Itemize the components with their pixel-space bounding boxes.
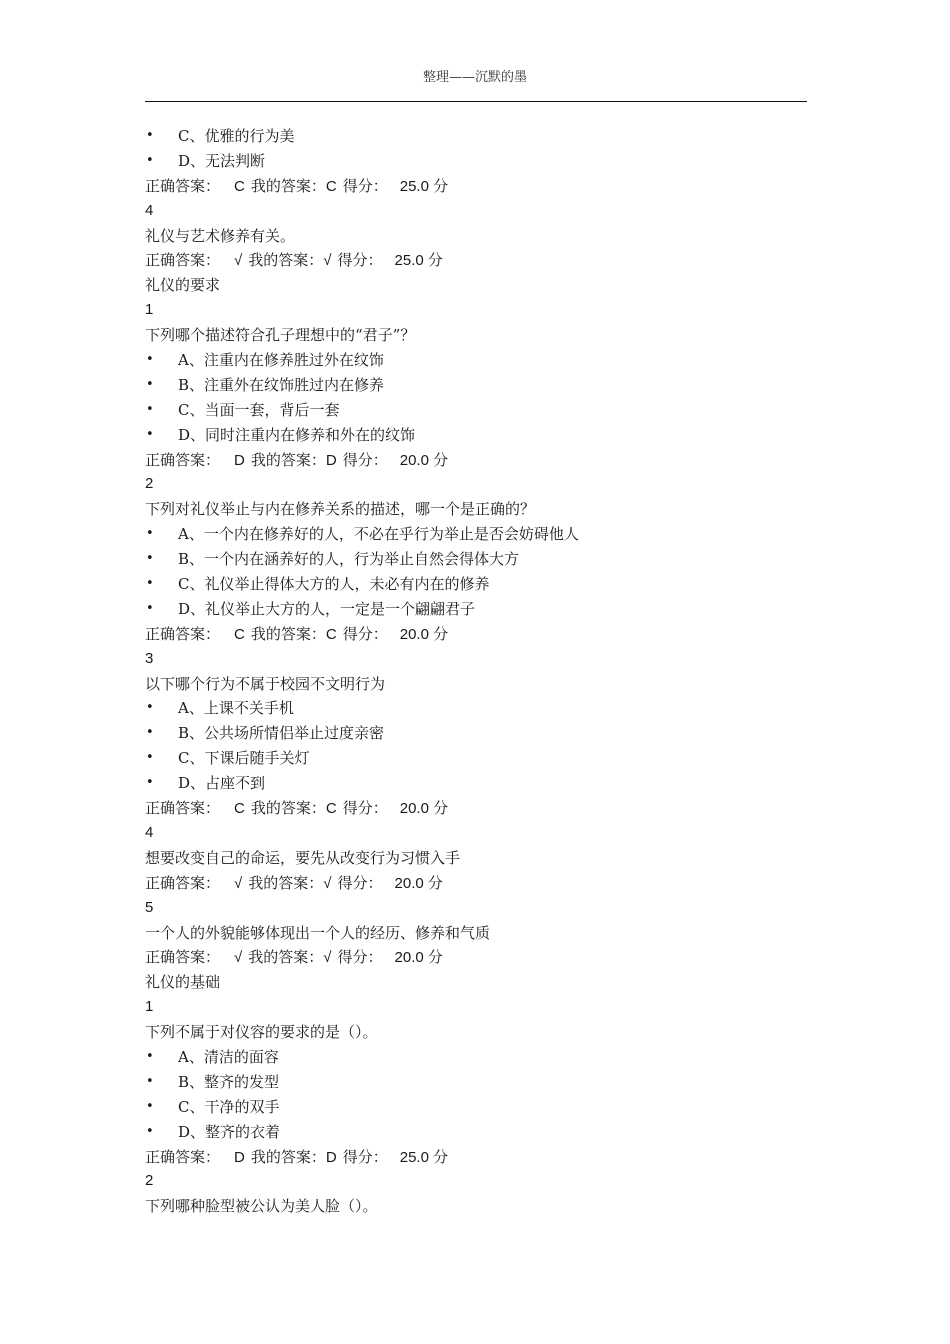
bullet-icon: • — [146, 576, 154, 592]
correct-label: 正确答案： — [145, 873, 221, 892]
score-label: 得分： — [342, 624, 388, 643]
answer-option — [145, 373, 807, 398]
correct-label: 正确答案： — [145, 1147, 221, 1166]
answer-line — [145, 1145, 807, 1170]
bullet-icon: • — [146, 1048, 154, 1064]
question-text: 想要改变自己的命运，要先从改变行为习惯入手 — [145, 848, 461, 867]
score-value: 20.0 分 — [399, 800, 449, 818]
option-text: D、同时注重内在修养和外在的纹饰 — [178, 425, 416, 444]
answer-option — [145, 547, 807, 572]
my-answer-label: 我的答案： — [250, 624, 326, 643]
answer-line — [145, 945, 807, 970]
answer-option — [145, 398, 807, 423]
section-title: 礼仪的要求 — [145, 276, 221, 295]
score-label: 得分： — [337, 251, 383, 270]
option-text: B、注重外在纹饰胜过内在修养 — [178, 375, 385, 394]
option-text: D、无法判断 — [178, 151, 266, 170]
answer-line — [145, 248, 807, 273]
question-text: 下列不属于对仪容的要求的是（）。 — [145, 1023, 378, 1042]
question-text: 下列对礼仪举止与内在修养关系的描述，哪一个是正确的？ — [145, 500, 536, 519]
correct-label: 正确答案： — [145, 450, 221, 469]
my-answer-label: 我的答案： — [248, 948, 324, 967]
bullet-icon: • — [146, 128, 154, 143]
answer-option — [145, 696, 807, 721]
correct-label: 正确答案： — [145, 799, 221, 818]
my-answer-label: 我的答案： — [250, 176, 326, 195]
my-answer: √ — [323, 874, 332, 892]
my-answer-label: 我的答案： — [250, 799, 326, 818]
score-label: 得分： — [342, 450, 388, 469]
my-answer: D — [325, 451, 337, 469]
bullet-icon: • — [146, 352, 154, 368]
score-value: 20.0 分 — [394, 949, 443, 967]
question-text: 下列哪个描述符合孔子理想中的“君子”？ — [145, 326, 416, 345]
question-text: 下列哪种脸型被公认为美人脸（）。 — [145, 1197, 378, 1216]
bullet-icon: • — [146, 750, 154, 766]
my-answer: C — [325, 625, 337, 643]
question-number: 4 — [145, 201, 154, 219]
option-text: C、优雅的行为美 — [178, 127, 295, 145]
answer-line — [145, 871, 807, 896]
option-text: C、下课后随手关灯 — [178, 749, 310, 768]
correct-answer: C — [234, 177, 245, 195]
answer-option — [145, 1045, 807, 1070]
question-text: 礼仪与艺术修养有关。 — [145, 226, 296, 245]
option-text: A、清洁的面容 — [178, 1047, 279, 1066]
answer-line — [145, 796, 807, 821]
score-value: 25.0 分 — [399, 1148, 449, 1166]
my-answer: C — [325, 800, 337, 818]
section-title: 礼仪的基础 — [145, 973, 221, 992]
my-answer-label: 我的答案： — [248, 251, 324, 270]
option-text: B、一个内在涵养好的人，行为举止自然会得体大方 — [178, 550, 520, 569]
bullet-icon: • — [146, 725, 154, 741]
bullet-icon: • — [146, 1123, 154, 1139]
score-label: 得分： — [337, 948, 383, 967]
header-rule — [145, 101, 807, 102]
score-value: 25.0 分 — [399, 177, 449, 195]
answer-option — [145, 423, 807, 448]
option-text: A、一个内在修养好的人，不必在乎行为举止是否会妨碍他人 — [178, 525, 579, 544]
correct-answer: D — [234, 451, 245, 469]
option-text: A、上课不关手机 — [178, 699, 294, 718]
question-number: 5 — [145, 898, 154, 916]
correct-answer: C — [234, 625, 245, 643]
my-answer: D — [325, 1148, 337, 1166]
answer-option — [145, 149, 807, 174]
bullet-icon: • — [146, 376, 154, 392]
question-number: 1 — [145, 998, 154, 1016]
my-answer-label: 我的答案： — [250, 450, 326, 469]
correct-label: 正确答案： — [145, 251, 221, 270]
score-label: 得分： — [337, 873, 383, 892]
my-answer: C — [325, 177, 337, 195]
answer-option — [145, 1120, 807, 1145]
score-value: 20.0 分 — [394, 874, 443, 892]
option-text: D、占座不到 — [178, 774, 266, 793]
answer-option — [145, 721, 807, 746]
answer-line — [145, 622, 807, 647]
bullet-icon: • — [146, 775, 154, 791]
option-text: A、注重内在修养胜过外在纹饰 — [178, 351, 384, 370]
bullet-icon: • — [146, 426, 154, 442]
answer-option — [145, 746, 807, 771]
score-value: 20.0 分 — [399, 451, 449, 469]
bullet-icon: • — [146, 1073, 154, 1089]
my-answer-label: 我的答案： — [248, 873, 324, 892]
score-label: 得分： — [342, 1147, 388, 1166]
question-number: 3 — [145, 649, 154, 667]
answer-option — [145, 348, 807, 373]
answer-line — [145, 174, 807, 199]
option-text: C、当面一套，背后一套 — [178, 400, 340, 419]
option-text: C、礼仪举止得体大方的人，未必有内在的修养 — [178, 575, 490, 594]
score-label: 得分： — [342, 176, 388, 195]
option-text: D、整齐的衣着 — [178, 1122, 281, 1141]
document-body — [145, 124, 807, 1219]
score-value: 25.0 分 — [394, 252, 443, 270]
bullet-icon: • — [146, 700, 154, 716]
question-text: 以下哪个行为不属于校园不文明行为 — [145, 674, 386, 693]
my-answer: √ — [323, 949, 332, 967]
bullet-icon: • — [146, 401, 154, 417]
correct-label: 正确答案： — [145, 176, 221, 195]
option-text: C、干净的双手 — [178, 1097, 280, 1116]
question-number: 4 — [145, 823, 154, 841]
page-header: 整理——沉默的墨 — [422, 70, 527, 85]
correct-answer: √ — [234, 949, 243, 967]
answer-option — [145, 597, 807, 622]
bullet-icon: • — [146, 526, 154, 542]
answer-option — [145, 771, 807, 796]
option-text: B、整齐的发型 — [178, 1072, 280, 1091]
option-text: B、公共场所情侣举止过度亲密 — [178, 724, 385, 743]
answer-line — [145, 448, 807, 473]
bullet-icon: • — [146, 1098, 154, 1114]
my-answer-label: 我的答案： — [250, 1147, 326, 1166]
answer-option — [145, 1095, 807, 1120]
correct-answer: D — [234, 1148, 245, 1166]
question-number: 1 — [145, 301, 154, 319]
bullet-icon: • — [146, 152, 154, 168]
question-number: 2 — [145, 475, 154, 493]
answer-option — [145, 572, 807, 597]
bullet-icon: • — [146, 551, 154, 567]
answer-option — [145, 124, 807, 149]
correct-answer: √ — [234, 252, 243, 270]
bullet-icon: • — [146, 600, 154, 616]
score-label: 得分： — [342, 799, 388, 818]
question-number: 2 — [145, 1172, 154, 1190]
option-text: D、礼仪举止大方的人，一定是一个翩翩君子 — [178, 599, 476, 618]
answer-option — [145, 1070, 807, 1095]
score-value: 20.0 分 — [399, 625, 449, 643]
question-text: 一个人的外貌能够体现出一个人的经历、修养和气质 — [145, 923, 491, 942]
correct-answer: √ — [234, 874, 243, 892]
correct-label: 正确答案： — [145, 948, 221, 967]
answer-option — [145, 522, 807, 547]
correct-answer: C — [234, 800, 245, 818]
my-answer: √ — [323, 252, 332, 270]
correct-label: 正确答案： — [145, 624, 221, 643]
